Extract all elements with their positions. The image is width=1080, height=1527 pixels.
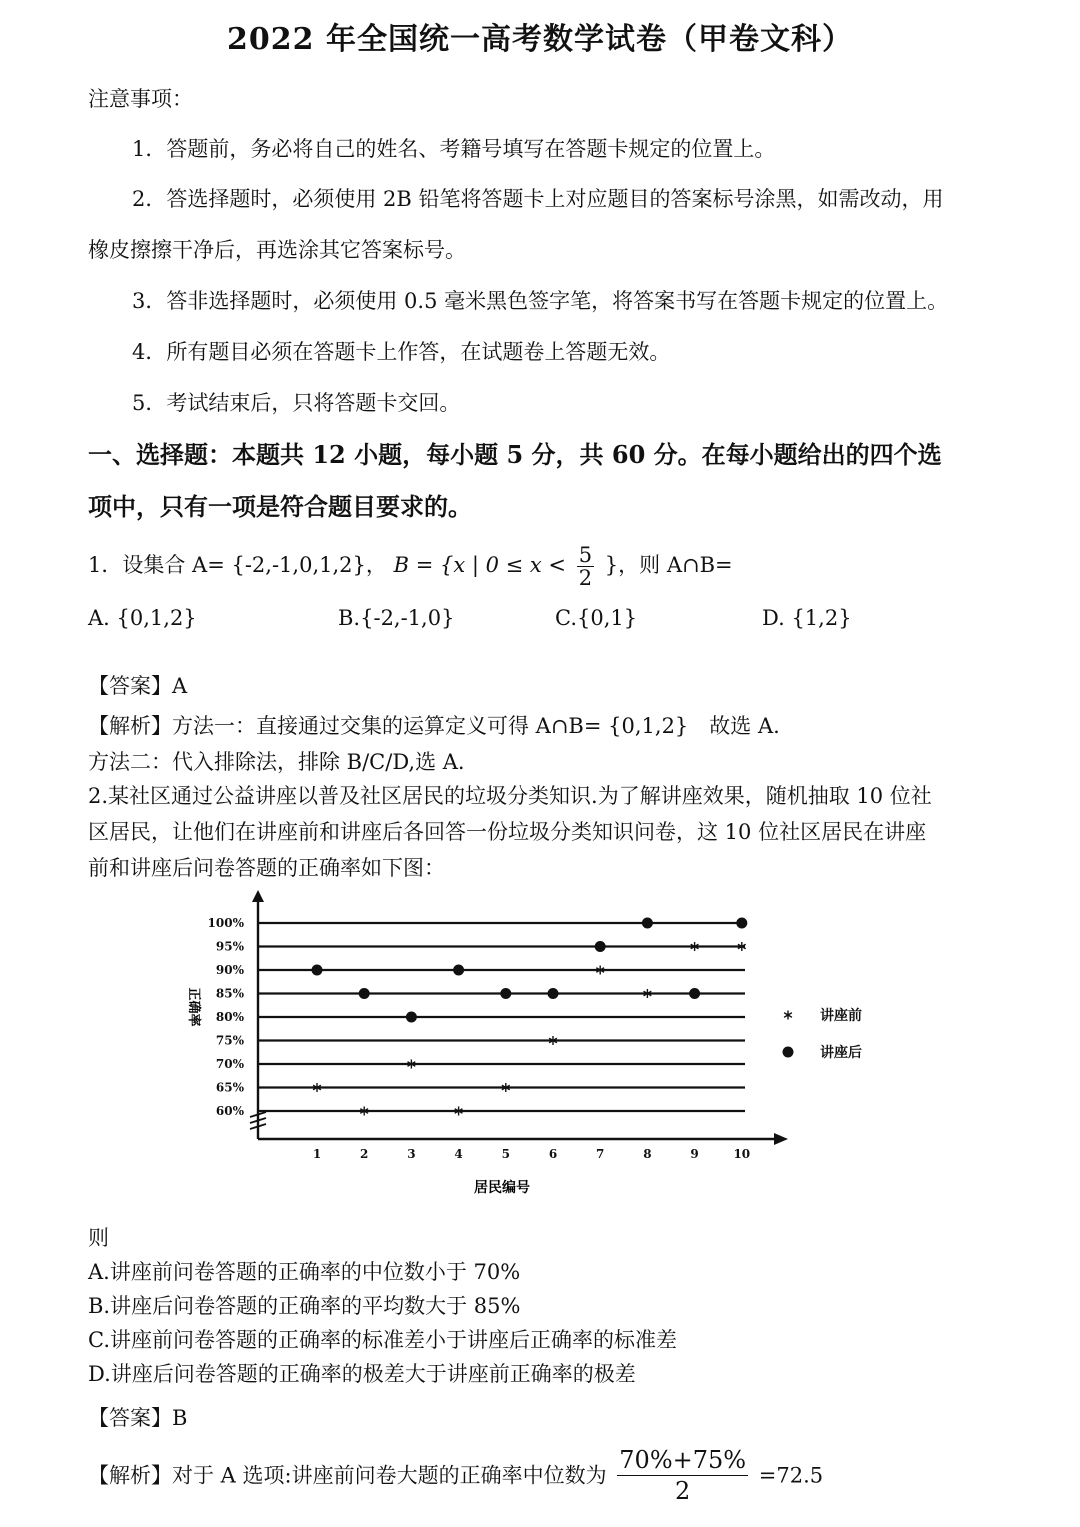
notice-item-4: 4．所有题目必须在答题卡上作答，在试题卷上答题无效。 bbox=[132, 340, 671, 364]
x-tick-label: 10 bbox=[733, 1147, 751, 1161]
notice-item-2: 2．答选择题时，必须使用 2B 铅笔将答题卡上对应题目的答案标号涂黑，如需改动，用 bbox=[132, 187, 944, 211]
after-lecture-point bbox=[312, 965, 323, 976]
x-tick-label: 2 bbox=[360, 1147, 369, 1161]
q2-option-c: C.讲座前问卷答题的正确率的标准差小于讲座后正确率的标准差 bbox=[88, 1328, 677, 1352]
q2-option-b: B.讲座后问卷答题的正确率的平均数大于 85% bbox=[88, 1294, 521, 1318]
y-tick-label: 75% bbox=[215, 1033, 244, 1048]
after-lecture-point bbox=[595, 941, 606, 952]
q1-frac-num: 5 bbox=[578, 543, 593, 567]
q2-analysis-fraction bbox=[617, 1445, 748, 1506]
q1-stem bbox=[88, 540, 733, 590]
chart-x-label: 居民编号 bbox=[474, 1180, 530, 1196]
notice-heading: 注意事项： bbox=[88, 87, 193, 111]
page-title: 2022 年全国统一高考数学试卷（甲卷文科） bbox=[227, 22, 853, 57]
x-tick-label: 9 bbox=[690, 1147, 699, 1161]
notice-item-3: 3．答非选择题时，必须使用 0.5 毫米黑色签字笔，将答案书写在答题卡规定的位置上。 bbox=[132, 289, 949, 313]
q1-analysis-2: 方法二：代入排除法，排除 B/C/D,选 A. bbox=[88, 750, 465, 774]
x-tick-label: 3 bbox=[407, 1147, 416, 1161]
q2-analysis-a: 【解析】对于 A 选项:讲座前问卷大题的正确率中位数为 bbox=[88, 1463, 607, 1488]
y-axis-arrow bbox=[252, 890, 264, 902]
notice-item-5: 5．考试结束后，只将答题卡交回。 bbox=[132, 391, 461, 415]
after-lecture-point bbox=[359, 988, 370, 999]
q1-option-a: A. {0,1,2} bbox=[88, 606, 197, 630]
legend-label-before: 讲座前 bbox=[820, 1008, 862, 1024]
x-tick-label: 6 bbox=[548, 1147, 558, 1161]
after-lecture-point bbox=[500, 988, 511, 999]
y-tick-label: 90% bbox=[215, 963, 244, 977]
q2-frac-num: 70%+75% bbox=[619, 1446, 747, 1474]
q1-option-c: C.{0,1} bbox=[555, 606, 638, 630]
after-lecture-point bbox=[736, 918, 747, 929]
q1-stem-c: }，则 A∩B= bbox=[604, 553, 733, 577]
y-tick-label: 60% bbox=[215, 1104, 244, 1118]
after-lecture-point bbox=[406, 1012, 417, 1023]
y-tick-label: 85% bbox=[215, 986, 244, 1001]
q1-analysis-1: 【解析】方法一：直接通过交集的运算定义可得 A∩B= {0,1,2} 故选 A. bbox=[88, 714, 780, 738]
after-lecture-point bbox=[642, 918, 653, 929]
x-tick-label: 5 bbox=[501, 1147, 510, 1161]
legend-dot-marker bbox=[783, 1047, 794, 1058]
q2-frac-den: 2 bbox=[675, 1477, 691, 1505]
q1-answer: 【答案】A bbox=[88, 674, 188, 698]
x-axis-arrow bbox=[774, 1133, 788, 1145]
chart-y-label: 正确率 bbox=[186, 987, 201, 1027]
notice-item-2-cont: 橡皮擦擦干净后，再选涂其它答案标号。 bbox=[88, 238, 466, 262]
chart-legend bbox=[783, 1007, 863, 1061]
after-lecture-point bbox=[548, 988, 559, 999]
q2-analysis-b: =72.5 bbox=[758, 1463, 824, 1488]
chart-y-ticks bbox=[208, 916, 245, 1118]
chart-x-ticks bbox=[313, 1147, 750, 1161]
legend-star-marker bbox=[784, 1011, 792, 1020]
chart-gridlines bbox=[258, 923, 745, 1111]
q2-stem-2: 区居民，让他们在讲座前和讲座后各回答一份垃圾分类知识问卷，这 10 位社区居民在讲座 bbox=[88, 820, 927, 844]
section-heading-line1: 一、选择题：本题共 12 小题，每小题 5 分，共 60 分。在每小题给出的四个选 bbox=[88, 440, 942, 469]
q1-stem-b: B = {x | 0 ≤ x < bbox=[393, 553, 567, 577]
section-heading-line2: 项中，只有一项是符合题目要求的。 bbox=[88, 492, 472, 521]
y-tick-label: 95% bbox=[215, 939, 244, 954]
q2-then: 则 bbox=[88, 1226, 109, 1250]
q1-fraction bbox=[577, 544, 594, 589]
after-lecture-point bbox=[453, 965, 464, 976]
notice-item-1: 1．答题前，务必将自己的姓名、考籍号填写在答题卡规定的位置上。 bbox=[132, 137, 776, 161]
x-tick-label: 7 bbox=[596, 1147, 605, 1161]
q2-analysis bbox=[88, 1445, 823, 1506]
x-tick-label: 8 bbox=[643, 1147, 652, 1161]
axis-break-mark bbox=[250, 1112, 266, 1129]
q1-option-b: B.{-2,-1,0} bbox=[338, 606, 455, 630]
q2-stem-3: 前和讲座后问卷答题的正确率如下图： bbox=[88, 856, 445, 880]
y-tick-label: 80% bbox=[215, 1010, 244, 1024]
y-tick-label: 65% bbox=[215, 1080, 244, 1095]
q2-option-d: D.讲座后问卷答题的正确率的极差大于讲座前正确率的极差 bbox=[88, 1362, 636, 1386]
y-tick-label: 70% bbox=[215, 1057, 244, 1071]
legend-label-after: 讲座后 bbox=[820, 1045, 862, 1061]
y-tick-label: 100% bbox=[207, 916, 244, 930]
q2-stem-1: 2.某社区通过公益讲座以普及社区居民的垃圾分类知识.为了解讲座效果，随机抽取 10 位社 bbox=[88, 784, 932, 808]
x-tick-label: 4 bbox=[454, 1147, 463, 1161]
q2-answer: 【答案】B bbox=[88, 1406, 188, 1430]
q2-option-a: A.讲座前问卷答题的正确率的中位数小于 70% bbox=[88, 1260, 521, 1284]
q1-stem-a: 1．设集合 A= {-2,-1,0,1,2}， bbox=[88, 553, 387, 577]
q1-frac-den: 2 bbox=[578, 566, 593, 590]
x-tick-label: 1 bbox=[312, 1147, 322, 1161]
after-lecture-point bbox=[689, 988, 700, 999]
q2-scatter-chart bbox=[160, 885, 880, 1205]
q1-option-d: D. {1,2} bbox=[762, 606, 852, 630]
